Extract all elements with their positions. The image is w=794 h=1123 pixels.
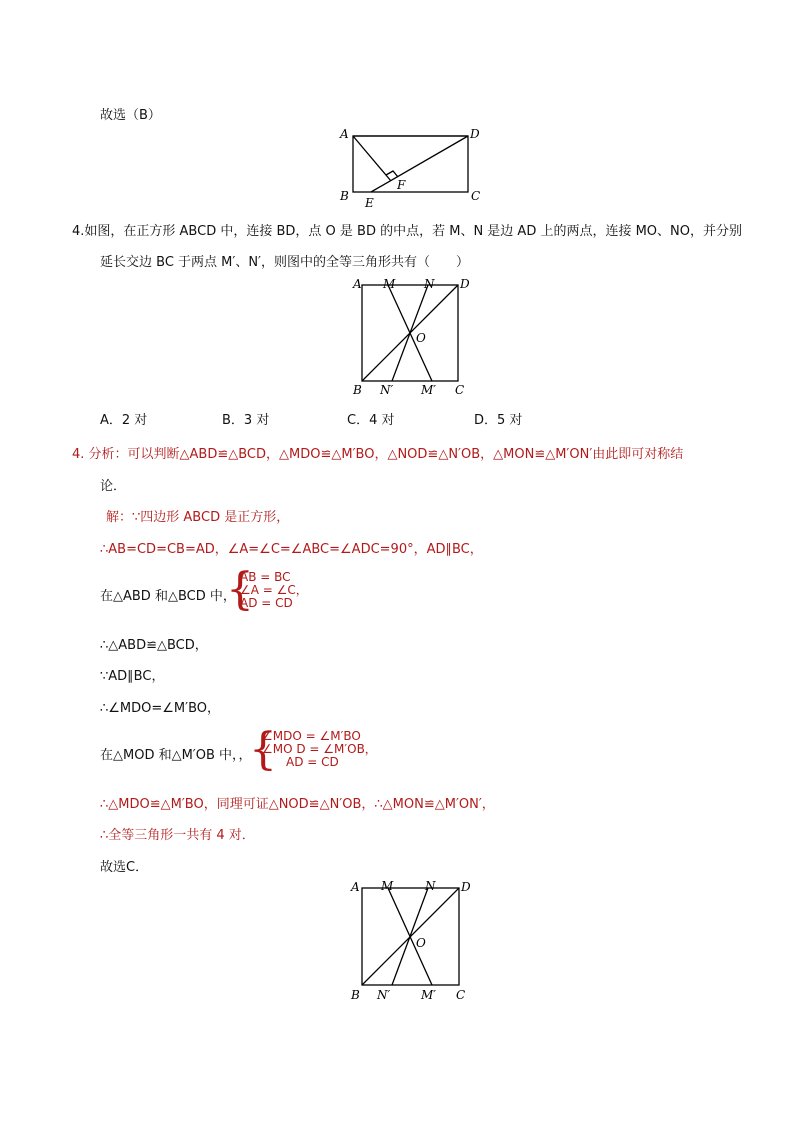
solution-step-6: ∴∠MDO=∠M′BO， [100,701,221,716]
label-d: D [461,880,471,894]
analysis-line-2: 论． [100,479,127,494]
system-2-row-3: AD = CD [286,755,339,769]
label-m: M [381,879,394,893]
option-c: C．4 对 [347,413,395,428]
system-2-row-1: ∠MDO = ∠M′BO [262,729,361,743]
brace-2: { [249,724,277,775]
label-c: C [455,383,465,397]
label-n-prime: N′ [377,988,391,1002]
equation-system-2 [262,730,377,769]
figure-square [345,275,480,400]
system-1-row-2: ∠A = ∠C， [240,583,308,597]
label-f: F [397,178,406,192]
label-d: D [470,127,480,141]
previous-answer: 故选（B） [100,108,161,123]
label-o: O [416,936,426,950]
equation-system-1 [240,571,308,610]
label-n-prime: N′ [380,383,394,397]
solution-step-5: ∵AD∥BC， [100,669,165,684]
label-a: A [340,127,349,141]
label-a: A [351,880,360,894]
solution-step-9: ∴全等三角形一共有 4 对． [100,828,255,843]
label-b: B [340,189,349,203]
system-1-row-1: AB = BC [240,570,291,584]
question-line-1: 4.如图，在正方形 ABCD 中，连接 BD，点 O 是 BD 的中点，若 M、N 是边 AD 上的两点，连接 MO、NO，并分别 [72,224,743,239]
label-m: M [383,277,396,291]
figure-rectangle [330,125,500,215]
label-c: C [456,988,466,1002]
solution-step-8: ∴△MDO≌△M′BO，同理可证△NOD≌△N′OB，∴△MON≌△M′ON′， [100,797,495,812]
label-b: B [353,383,362,397]
label-b: B [351,988,360,1002]
label-m-prime: M′ [421,988,437,1002]
system-1-row-3: AD = CD [240,596,293,610]
diagonal-line [371,136,468,192]
solution-step-2: ∴AB=CD=CB=AD，∠A=∠C=∠ABC=∠ADC=90°，AD∥BC， [100,542,483,557]
solution-step-3: 在△ABD 和△BCD 中， [100,589,236,604]
question-line-2: 延长交边 BC 于两点 M′、N′，则图中的全等三角形共有（ ） [100,255,470,270]
label-m-prime: M′ [421,383,437,397]
perpendicular-line [353,136,391,181]
solution-step-7: 在△MOD 和△M′OB 中，， [100,748,252,763]
label-o: O [416,331,426,345]
option-d: D．5 对 [474,413,523,428]
brace-1: { [226,564,254,615]
solution-step-1: 解：∵四边形 ABCD 是正方形， [106,510,290,525]
label-d: D [460,277,470,291]
system-2-row-2: ∠MO D = ∠M′OB， [262,742,377,756]
analysis-line-1: 4. 分析：可以判断△ABD≌△BCD，△MDO≌△M′BO，△NOD≌△N′OB，△MON≌△M′ON′由此即可对称结 [72,447,684,462]
label-n: N [424,277,435,291]
label-a: A [353,277,362,291]
label-c: C [471,189,481,203]
final-answer: 故选C． [100,860,149,875]
figure-square-solution [345,873,480,1003]
option-b: B．3 对 [222,413,270,428]
label-e: E [365,196,374,210]
label-n: N [425,879,436,893]
solution-step-4: ∴△ABD≌△BCD， [100,638,208,653]
option-a: A．2 对 [100,413,148,428]
